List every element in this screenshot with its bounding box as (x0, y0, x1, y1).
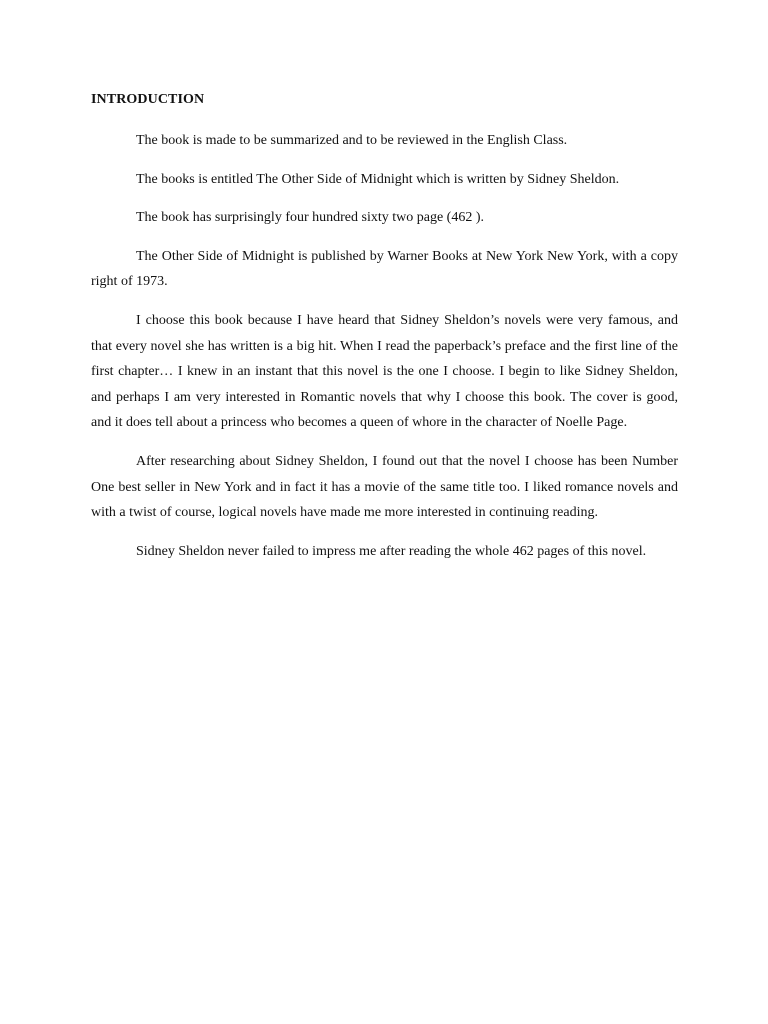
paragraph-5: I choose this book because I have heard that Sidney Sheldon’s novels were very famous, and that every novel she has written is a big hit. When I read the paperback’s preface and the first line of the first chapter… I knew in an instant that this novel is the one I choose. I begin to like Sidney Sheldon, and perhaps I am very interested in Romantic novels that why I choose this book. The cover is good, and it does tell about a princess who becomes a queen of whore in the character of Noelle Page. (91, 312, 678, 431)
paragraph-6: After researching about Sidney Sheldon, I found out that the novel I choose has been Number One best seller in New York and in fact it has a movie of the same title too. I liked romance novels and with a twist of course, logical novels have made me more interested in continuing reading. (91, 453, 678, 521)
paragraph-3: The book has surprisingly four hundred sixty two page (462 ). (136, 210, 484, 226)
document-body (91, 90, 678, 577)
paragraph-4: The Other Side of Midnight is published by Warner Books at New York New York, with a copy right of 1973. (91, 248, 678, 290)
paragraph-1: The book is made to be summarized and to be reviewed in the English Class. (136, 133, 568, 148)
section-heading: INTRODUCTION (91, 92, 205, 107)
paragraph-2: The books is entitled The Other Side of Midnight which is written by Sidney Sheldon. (136, 171, 620, 187)
paragraph-7: Sidney Sheldon never failed to impress me after reading the whole 462 pages of this novel. (136, 543, 647, 559)
